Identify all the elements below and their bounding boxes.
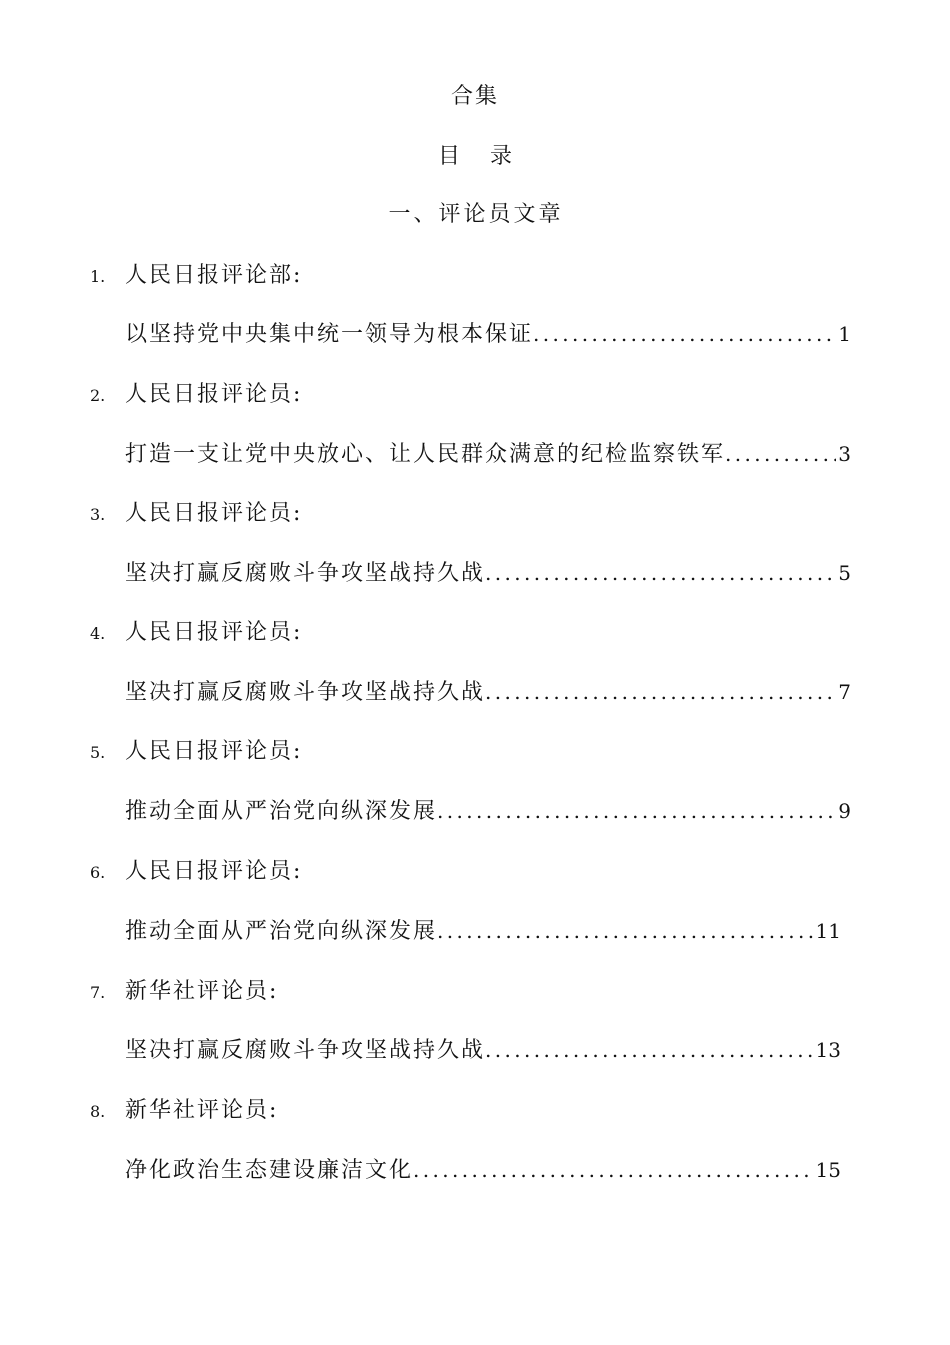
toc-entry-link[interactable]	[125, 1153, 841, 1187]
toc-entry-author-name: 新华社评论员:	[125, 979, 279, 1004]
toc-entry-author-name: 人民日报评论员:	[125, 620, 303, 645]
toc-leader-dots	[413, 1153, 814, 1187]
toc-entry-link[interactable]	[125, 437, 851, 471]
toc-entry-number: 5.	[90, 743, 106, 762]
toc-entry-author	[90, 1094, 278, 1128]
toc-entry-author-name: 人民日报评论员:	[125, 382, 303, 407]
toc-page-number: 1	[838, 322, 851, 346]
toc-entry-link[interactable]	[125, 794, 851, 828]
toc-entry-author	[90, 497, 302, 531]
toc-entry-number: 4.	[90, 624, 106, 643]
toc-page-number: 15	[815, 1158, 841, 1182]
section-title: 一、评论员文章	[388, 202, 564, 227]
toc-entry-number: 6.	[90, 863, 106, 882]
toc-entry-author	[90, 975, 278, 1009]
toc-entry-link[interactable]	[125, 1033, 841, 1067]
toc-entry-author-name: 人民日报评论员:	[125, 501, 303, 526]
toc-entry-author-name: 人民日报评论部:	[125, 263, 303, 288]
toc-entry-title: 坚决打赢反腐败斗争攻坚战持久战	[125, 561, 486, 586]
toc-leader-dots	[437, 794, 836, 828]
toc-leader-dots	[485, 556, 836, 590]
toc-entry-author-name: 人民日报评论员:	[125, 739, 303, 764]
toc-entry-title: 推动全面从严治党向纵深发展	[125, 919, 438, 944]
toc-entry-title: 打造一支让党中央放心、让人民群众满意的纪检监察铁军	[125, 442, 726, 467]
toc-entry-author-name: 新华社评论员:	[125, 1098, 279, 1123]
toc-title: 目录	[437, 144, 542, 169]
toc-page-number: 11	[815, 919, 841, 943]
toc-leader-dots	[485, 675, 836, 709]
toc-entry-title: 净化政治生态建设廉洁文化	[125, 1158, 414, 1183]
toc-entry-author	[90, 855, 302, 889]
toc-entry-author	[90, 259, 302, 293]
toc-page-number: 5	[838, 561, 851, 585]
toc-leader-dots	[437, 914, 814, 948]
toc-entry-number: 1.	[90, 267, 106, 286]
toc-entry-title: 以坚持党中央集中统一领导为根本保证	[125, 322, 534, 347]
toc-leader-dots	[485, 1033, 814, 1067]
toc-entry-number: 7.	[90, 983, 106, 1002]
toc-entry-title: 坚决打赢反腐败斗争攻坚战持久战	[125, 1038, 486, 1063]
toc-entry-link[interactable]	[125, 317, 851, 351]
toc-entry-author	[90, 735, 302, 769]
toc-page-number: 9	[838, 799, 851, 823]
toc-entry-title: 坚决打赢反腐败斗争攻坚战持久战	[125, 680, 486, 705]
toc-entry-title: 推动全面从严治党向纵深发展	[125, 799, 438, 824]
toc-entry-link[interactable]	[125, 675, 851, 709]
toc-entry-author-name: 人民日报评论员:	[125, 859, 303, 884]
toc-page-number: 3	[838, 442, 851, 466]
toc-leader-dots	[725, 437, 836, 471]
toc-entry-link[interactable]	[125, 914, 841, 948]
toc-page-number: 7	[838, 680, 851, 704]
toc-entry-author	[90, 378, 302, 412]
toc-leader-dots	[533, 317, 836, 351]
collection-title: 合集	[450, 84, 499, 109]
toc-entry-number: 8.	[90, 1102, 106, 1121]
toc-entry-number: 3.	[90, 505, 106, 524]
toc-page-number: 13	[815, 1038, 841, 1062]
toc-entry-number: 2.	[90, 386, 106, 405]
toc-entry-author	[90, 616, 302, 650]
toc-entry-link[interactable]	[125, 556, 851, 590]
